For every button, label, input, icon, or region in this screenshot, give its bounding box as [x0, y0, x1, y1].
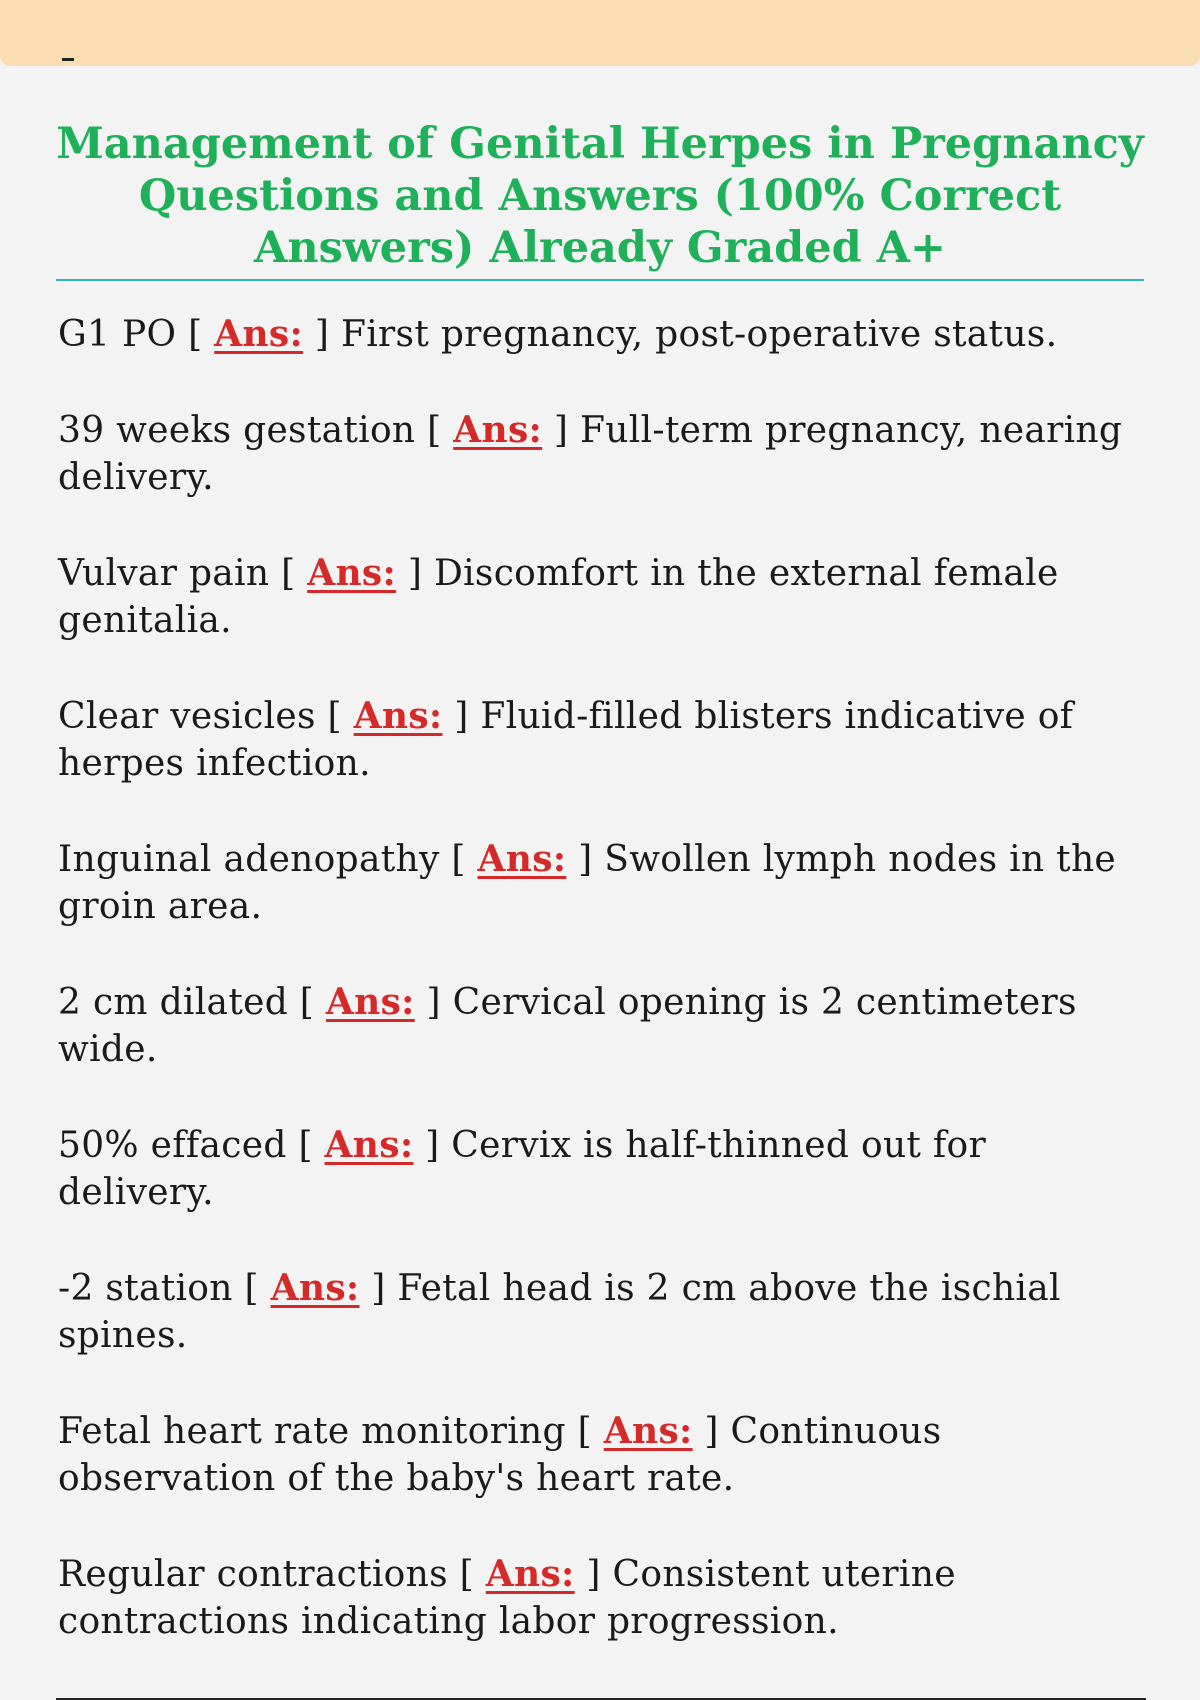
- close-bracket: ]: [426, 982, 441, 1023]
- qa-item: [58, 1122, 1148, 1216]
- open-bracket: [: [459, 1554, 475, 1595]
- qa-answer: Fluid-filled blisters indicative of herpes infection.: [58, 696, 1074, 784]
- ans-label: Ans:: [270, 1267, 360, 1309]
- qa-answer: Cervix is half-thinned out for delivery.: [58, 1125, 987, 1213]
- ans-label: Ans:: [307, 552, 397, 594]
- qa-term: 39 weeks gestation: [58, 410, 416, 451]
- qa-list: [58, 311, 1148, 1694]
- qa-item: [58, 693, 1148, 787]
- close-bracket: ]: [454, 696, 469, 737]
- ans-label: Ans:: [214, 313, 304, 355]
- close-bracket: ]: [407, 553, 423, 594]
- title-divider: [56, 279, 1144, 281]
- close-bracket: ]: [314, 314, 330, 355]
- qa-answer: Cervical opening is 2 centimeters wide.: [58, 982, 1077, 1070]
- qa-term: Inguinal adenopathy: [58, 839, 440, 880]
- open-bracket: [: [327, 696, 342, 737]
- ans-label: Ans:: [603, 1410, 693, 1452]
- ans-label: Ans:: [325, 981, 415, 1023]
- ans-label: Ans:: [485, 1553, 575, 1595]
- ans-label: Ans:: [477, 838, 567, 880]
- qa-item: [58, 1551, 1148, 1645]
- open-bracket: [: [298, 1125, 313, 1166]
- qa-item: [58, 836, 1148, 930]
- qa-answer: Consistent uterine contractions indicating labor progression.: [58, 1554, 956, 1642]
- open-bracket: [: [281, 553, 296, 594]
- qa-term: Fetal heart rate monitoring: [58, 1411, 566, 1452]
- ans-label: Ans:: [453, 409, 543, 451]
- qa-answer: Discomfort in the external female genitalia.: [58, 553, 1059, 641]
- close-bracket: ]: [586, 1554, 601, 1595]
- qa-term: 2 cm dilated: [58, 982, 289, 1023]
- ans-label: Ans:: [353, 695, 443, 737]
- qa-answer: Fetal head is 2 cm above the ischial spines.: [58, 1268, 1061, 1356]
- top-banner: [0, 0, 1200, 66]
- open-bracket: [: [427, 410, 442, 451]
- open-bracket: [: [577, 1411, 592, 1452]
- ans-label: Ans:: [324, 1124, 414, 1166]
- qa-answer: Swollen lymph nodes in the groin area.: [58, 839, 1117, 927]
- qa-term: -2 station: [58, 1268, 233, 1309]
- close-bracket: ]: [371, 1268, 386, 1309]
- close-bracket: ]: [425, 1125, 440, 1166]
- qa-item: [58, 407, 1148, 501]
- qa-term: Regular contractions: [58, 1554, 448, 1595]
- qa-item: [58, 1408, 1148, 1502]
- page-title: Management of Genital Herpes in Pregnancy Questions and Answers (100% Correct Answers) Already Graded A+: [56, 119, 1144, 273]
- open-bracket: [: [188, 314, 203, 355]
- close-bracket: ]: [578, 839, 593, 880]
- close-bracket: ]: [704, 1411, 719, 1452]
- qa-term: G1 PO: [58, 314, 177, 355]
- open-bracket: [: [244, 1268, 259, 1309]
- open-bracket: [: [299, 982, 315, 1023]
- qa-item: [58, 1265, 1148, 1359]
- qa-answer: Continuous observation of the baby's heart rate.: [58, 1411, 942, 1499]
- qa-term: Vulvar pain: [58, 553, 270, 594]
- qa-item: [58, 979, 1148, 1073]
- open-bracket: [: [451, 839, 466, 880]
- qa-term: Clear vesicles: [58, 696, 316, 737]
- qa-item: [58, 311, 1148, 358]
- page-number-fragment: [62, 58, 74, 61]
- qa-item: [58, 550, 1148, 644]
- close-bracket: ]: [553, 410, 569, 451]
- qa-answer: First pregnancy, post-operative status.: [340, 314, 1058, 355]
- qa-term: 50% effaced: [58, 1125, 287, 1166]
- qa-answer: Full-term pregnancy, nearing delivery.: [58, 410, 1123, 498]
